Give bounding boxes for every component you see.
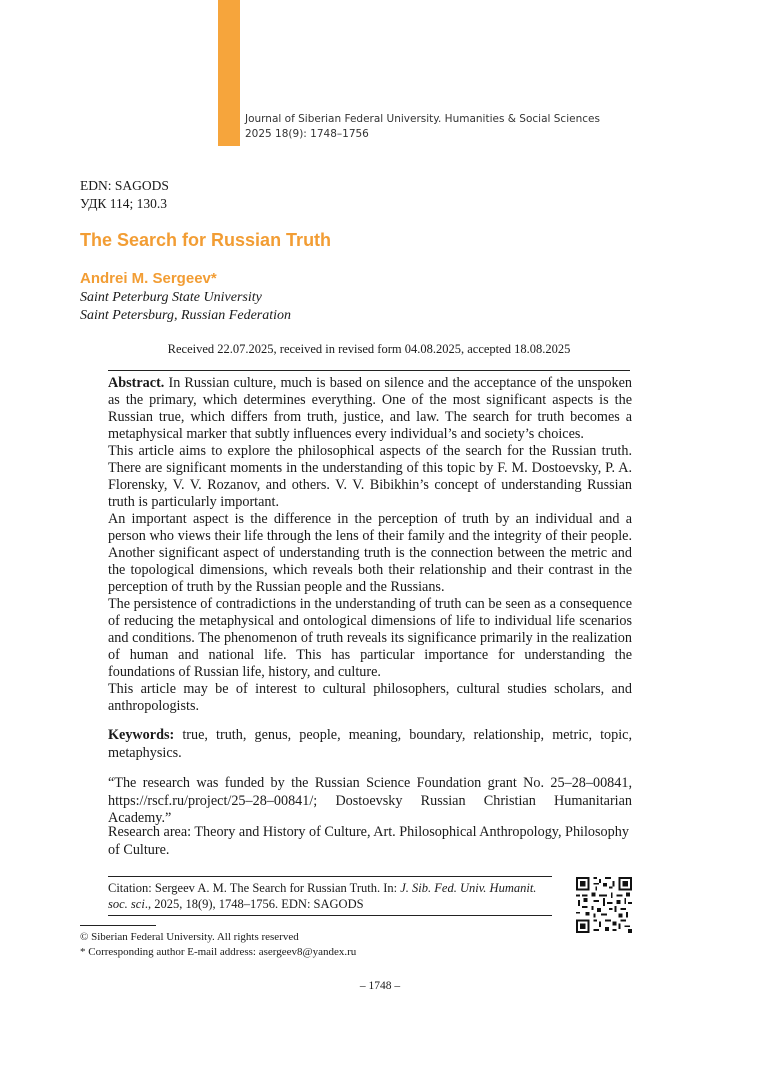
abstract-paragraph: Abstract. In Russian culture, much is based on silence and the acceptance of the unspoken as the primary, which determines everything. One of the most significant aspects is the Russian true, which differs from truth, justice, and law. The search for truth becomes a metaphysical marker that subtly influences every individual’s and society’s choices. <box>108 375 633 442</box>
citation: Citation: Sergeev A. M. The Search for Russian Truth. In: J. Sib. Fed. Univ. Humanit. soc. sci., 2025, 18(9), 1748–1756. EDN: SAGODS <box>108 881 537 911</box>
abstract-paragraph: This article aims to explore the philosophical aspects of the search for the Russian truth. There are significant moments in the understanding of this topic by F. M. Dostoevsky, P. A. Florensky, V. V. Rozanov, and others. V. V. Bibikhin’s concept of understanding Russian truth is particularly important. <box>108 443 632 510</box>
classification-codes <box>80 177 169 213</box>
funding-note: “The research was funded by the Russian Science Foundation grant No. 25–28–00841, https://rscf.ru/project/25–28–00841/; Dostoevsky Russian Christian Humanitarian Academy.” <box>108 775 632 826</box>
header-accent-bar <box>218 0 240 146</box>
journal-name: Journal of Siberian Federal University. Humanities & Social Sciences <box>245 113 600 125</box>
abstract-paragraph: This article may be of interest to cultural philosophers, cultural studies scholars, and anthropologists. <box>108 681 632 714</box>
citation-top-rule <box>108 876 552 877</box>
affiliation-university: Saint Peterburg State University <box>80 290 262 305</box>
footnote-rule <box>80 925 156 926</box>
abstract-paragraph: An important aspect is the difference in the perception of truth by an individual and a person who views their life through the lens of their family and the integrity of their people. Another significant aspect of understanding truth is the connection between the metric and the topological dimensions, which reveals both their relationship and their contrast in the perception of truth by the Russian people and the Russians. <box>108 511 632 595</box>
abstract-top-rule <box>108 370 630 371</box>
received-dates: Received 22.07.2025, received in revised form 04.08.2025, accepted 18.08.2025 <box>167 342 571 356</box>
corresponding-author-note: * Corresponding author E-mail address: asergeev8@yandex.ru <box>80 946 357 958</box>
keywords-label: Keywords: <box>108 727 175 743</box>
abstract <box>108 375 632 715</box>
udk-code: УДК 114; 130.3 <box>80 196 168 211</box>
edn-code: EDN: SAGODS <box>80 178 169 193</box>
author-affiliation <box>80 289 291 325</box>
copyright-note: © Siberian Federal University. All rights reserved <box>80 931 299 943</box>
keywords <box>108 727 632 762</box>
abstract-label: Abstract. <box>108 375 165 391</box>
research-area: Research area: Theory and History of Culture, Art. Philosophical Anthropology, Philosophy of Culture. <box>108 824 629 858</box>
citation-journal: J. Sib. Fed. Univ. Humanit. soc. sci <box>108 881 537 911</box>
abstract-paragraph: The persistence of contradictions in the understanding of truth can be seen as a consequence of reducing the metaphysical and ontological dimensions of life to individual life scenarios and conditions. The phenomenon of truth reveals its significance primarily in the realization of human and national life. This has particular importance for understanding the foundations of Russian life, history, and culture. <box>108 596 632 680</box>
affiliation-city: Saint Petersburg, Russian Federation <box>80 308 292 323</box>
page-number: – 1748 – <box>359 980 401 992</box>
author-name: Andrei M. Sergeev* <box>80 270 217 287</box>
qr-code-icon[interactable] <box>576 877 632 933</box>
journal-header <box>245 112 745 142</box>
footnotes <box>80 930 356 960</box>
journal-issue: 2025 18(9): 1748–1756 <box>245 128 369 140</box>
article-title: The Search for Russian Truth <box>80 230 332 250</box>
citation-bottom-rule <box>108 915 552 916</box>
keywords-text: true, truth, genus, people, meaning, boundary, relationship, metric, topic, metaphysics. <box>108 727 633 761</box>
